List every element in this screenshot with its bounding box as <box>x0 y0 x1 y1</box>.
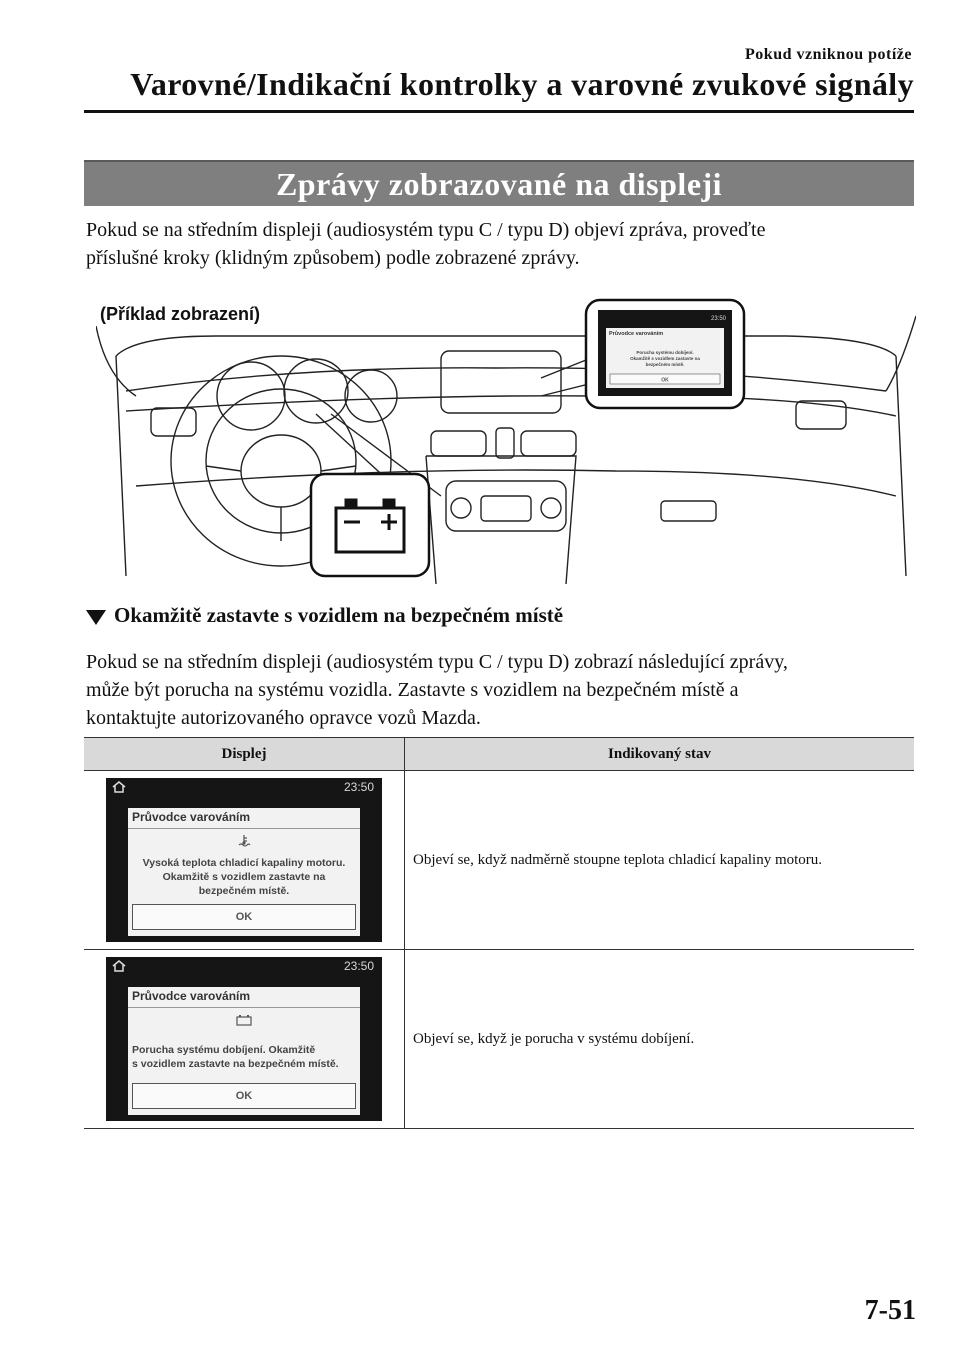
table-row <box>84 950 914 1129</box>
table-row <box>84 771 914 950</box>
screen-title: Průvodce varováním <box>132 989 251 1003</box>
home-icon <box>112 781 126 793</box>
body-line-2: může být porucha na systému vozidla. Zastavte s vozidlem na bezpečném místě a <box>86 679 739 701</box>
table-header <box>84 738 914 771</box>
svg-text:bezpečném místě.: bezpečném místě. <box>645 362 685 367</box>
chapter-title: Pokud vzniknou potíže <box>745 46 912 63</box>
body-line-3: kontaktujte autorizovaného opravce vozů Mazda. <box>86 707 481 729</box>
display-mockup-coolant: 23:50 Průvodce varováním Vysoká teplota chladicí kapaliny motoru. Okamžitě s vozidlem zastavte na bezpečném místě. OK <box>106 778 382 942</box>
clock-time: 23:50 <box>343 780 374 794</box>
coolant-temperature-icon <box>237 834 251 848</box>
page-number: 7-51 <box>864 1295 916 1326</box>
header-rule <box>84 110 914 113</box>
battery-icon <box>236 1014 252 1026</box>
message-table <box>84 737 914 1129</box>
screen-title: Průvodce varováním <box>132 810 251 824</box>
intro-line-1: Pokud se na středním displeji (audiosystém typu C / typu D) objeví zpráva, proveďte <box>86 219 766 241</box>
section-title: Zprávy zobrazované na displeji <box>84 160 914 206</box>
ok-button[interactable]: OK <box>132 904 356 930</box>
svg-text:Průvodce varováním: Průvodce varováním <box>609 331 664 337</box>
svg-text:OK: OK <box>661 377 669 384</box>
svg-text:23:50: 23:50 <box>710 316 726 322</box>
illustration-caption: (Příklad zobrazení) <box>100 304 261 324</box>
clock-time: 23:50 <box>343 959 374 973</box>
battery-callout <box>311 474 429 576</box>
state-text: Objeví se, když nadměrně stoupne teplota chladicí kapaliny motoru. <box>405 771 915 950</box>
column-header-display: Displej <box>84 738 405 771</box>
svg-text:Porucha systému dobíjení.: Porucha systému dobíjení. <box>636 350 694 355</box>
intro-line-2: příslušné kroky (klidným způsobem) podle zobrazené zprávy. <box>86 247 580 269</box>
svg-text:Okamžitě s vozidlem zastavte n: Okamžitě s vozidlem zastavte na <box>630 356 700 361</box>
subsection-title: Okamžitě zastavte s vozidlem na bezpečném místě <box>86 600 906 630</box>
ok-button[interactable]: OK <box>132 1083 356 1109</box>
state-text: Objeví se, když je porucha v systému dobíjení. <box>405 950 915 1129</box>
home-icon <box>112 960 126 972</box>
triangle-bullet-icon <box>86 610 106 625</box>
column-header-state: Indikovaný stav <box>405 738 915 771</box>
dashboard-illustration <box>96 296 916 584</box>
display-mockup-charging: 23:50 Průvodce varováním Porucha systému dobíjení. Okamžitě s vozidlem zastavte na bezpečném místě. OK <box>106 957 382 1121</box>
body-line-1: Pokud se na středním displeji (audiosystém typu C / typu D) zobrazí následující zprávy, <box>86 651 788 673</box>
page-title: Varovné/Indikační kontrolky a varovné zvukové signály <box>130 66 914 102</box>
